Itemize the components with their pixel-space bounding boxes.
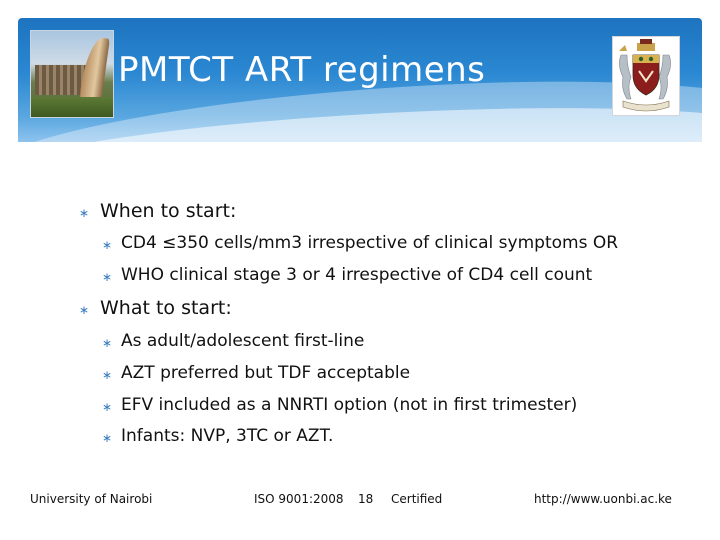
list-item: WHO clinical stage 3 or 4 irrespective of CD4 cell count (121, 265, 593, 285)
list-item: AZT preferred but TDF acceptable (121, 363, 411, 383)
footer-iso: ISO 9001:2008 (254, 492, 344, 506)
bullet-icon: ∗ (102, 270, 113, 284)
section-heading-what: What to start: (100, 297, 232, 319)
bullet-icon: ∗ (79, 206, 90, 220)
footer-certified: Certified (391, 492, 443, 506)
bullet-icon: ∗ (79, 303, 90, 317)
bullet-icon: ∗ (102, 336, 113, 350)
list-item: EFV included as a NNRTI option (not in first trimester) (121, 395, 578, 415)
bullet-icon: ∗ (102, 400, 113, 414)
bullet-icon: ∗ (102, 368, 113, 382)
footer-page-number: 18 (358, 492, 374, 506)
list-item: As adult/adolescent first-line (121, 331, 365, 351)
footer-institution: University of Nairobi (30, 492, 153, 506)
section-heading-when: When to start: (100, 200, 237, 222)
bullet-icon: ∗ (102, 238, 113, 252)
list-item: Infants: NVP, 3TC or AZT. (121, 426, 334, 446)
list-item: CD4 ≤350 cells/mm3 irrespective of clinical symptoms OR (121, 233, 619, 253)
bullet-icon: ∗ (102, 431, 113, 445)
footer-url: http://www.uonbi.ac.ke (534, 492, 672, 506)
slide-title: PMTCT ART regimens (118, 50, 486, 90)
